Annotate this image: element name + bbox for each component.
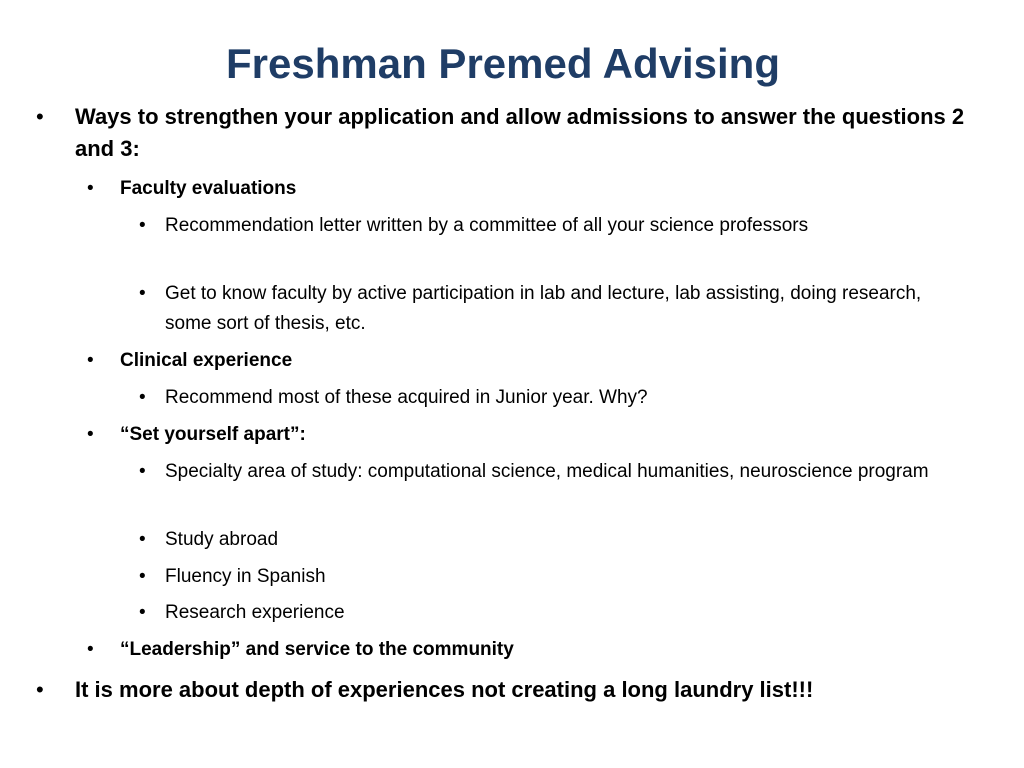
bullet-icon: • <box>139 529 146 550</box>
bullet-item-know-faculty <box>139 279 965 339</box>
bullet-text: Ways to strengthen your application and allow admissions to answer the questions 2 and 3: <box>75 104 965 161</box>
bullet-icon: • <box>36 104 44 129</box>
bullet-text: “Leadership” and service to the community <box>120 639 514 660</box>
bullet-text: Recommend most of these acquired in Junior year. Why? <box>165 387 648 408</box>
bullet-icon: • <box>139 283 146 304</box>
bullet-icon: • <box>139 387 146 408</box>
bullet-text: It is more about depth of experiences not creating a long laundry list!!! <box>75 677 814 702</box>
bullet-icon: • <box>87 178 94 199</box>
bullet-icon: • <box>139 566 146 587</box>
bullet-item-set-yourself-apart <box>87 421 960 449</box>
bullet-icon: • <box>139 215 146 236</box>
bullet-icon: • <box>139 602 146 623</box>
bullet-item-leadership-service <box>87 636 960 664</box>
bullet-item-study-abroad <box>139 525 965 555</box>
bullet-text: Research experience <box>165 602 345 623</box>
bullet-text: Recommendation letter written by a committee of all your science professors <box>165 215 809 236</box>
bullet-text: Fluency in Spanish <box>165 566 326 587</box>
bullet-item-faculty-evaluations <box>87 175 960 203</box>
bullet-icon: • <box>87 350 94 371</box>
bullet-item-specialty-area <box>139 457 965 487</box>
bullet-item-junior-year <box>139 383 965 413</box>
bullet-item-clinical-experience <box>87 347 960 375</box>
bullet-item-depth-of-experiences <box>36 674 965 706</box>
bullet-item-strengthen-application <box>36 101 965 165</box>
bullet-item-fluency-spanish <box>139 562 965 592</box>
bullet-icon: • <box>87 639 94 660</box>
bullet-icon: • <box>139 461 146 482</box>
bullet-text: Faculty evaluations <box>120 178 297 199</box>
bullet-text: Clinical experience <box>120 350 293 371</box>
bullet-icon: • <box>87 424 94 445</box>
slide-title: Freshman Premed Advising <box>226 40 780 87</box>
bullet-text: Study abroad <box>165 529 279 550</box>
bullet-icon: • <box>36 677 44 702</box>
bullet-text: Specialty area of study: computational science, medical humanities, neuroscience program <box>165 461 929 482</box>
bullet-item-recommendation-letter <box>139 211 965 241</box>
bullet-text: Get to know faculty by active participation in lab and lecture, lab assisting, doing research, some sort of thesis, etc. <box>165 283 922 334</box>
bullet-item-research-experience <box>139 598 965 628</box>
bullet-text: “Set yourself apart”: <box>120 424 306 445</box>
